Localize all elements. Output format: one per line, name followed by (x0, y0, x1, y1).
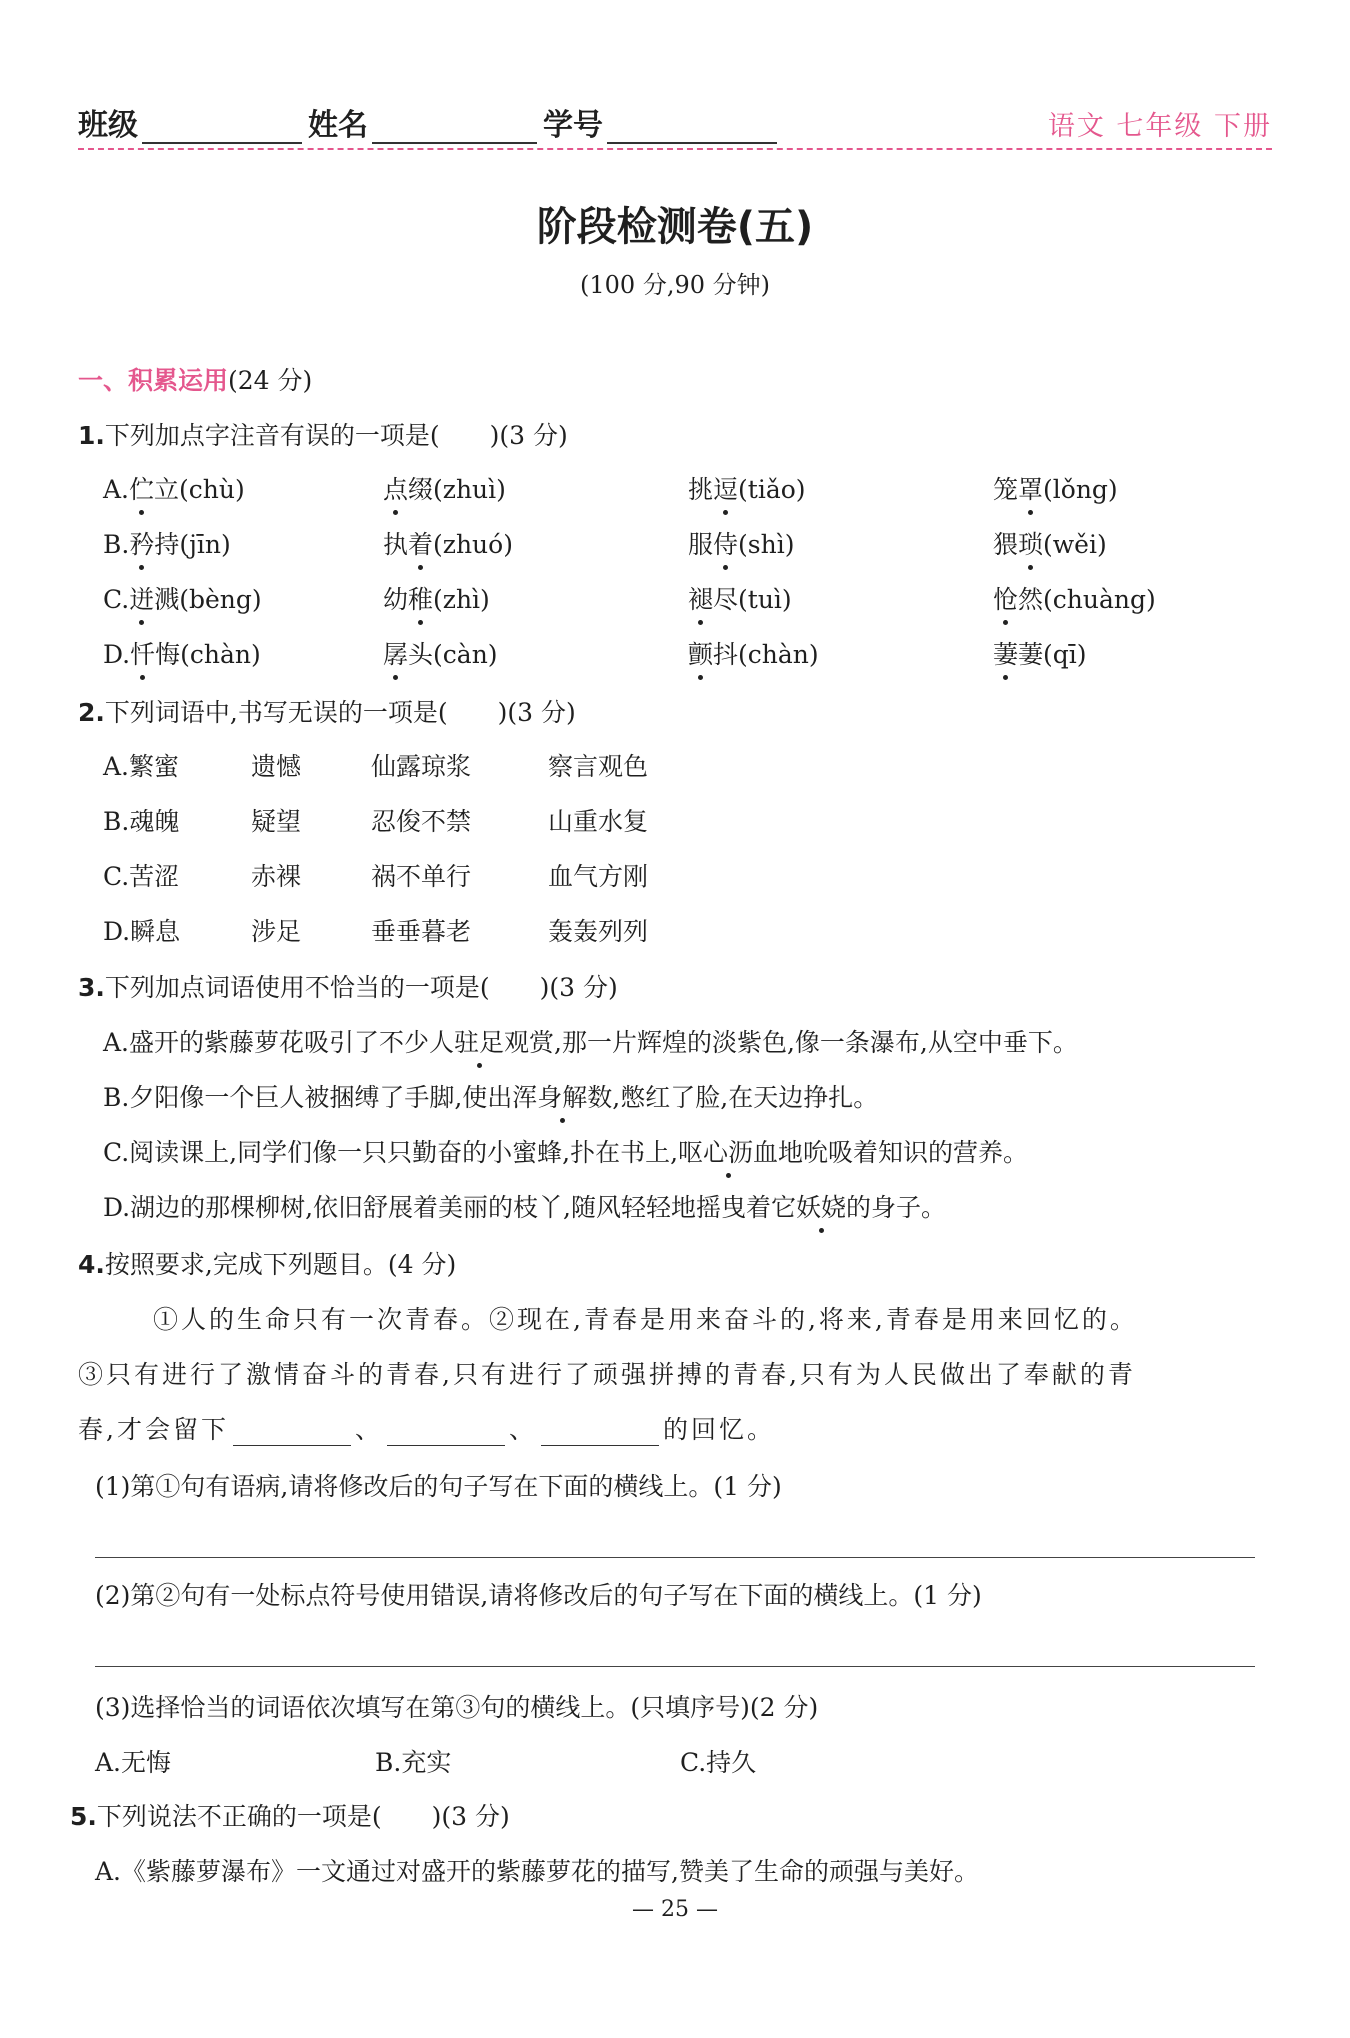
dotted-char: 褪 (688, 580, 713, 616)
section-label: 一、积累运用 (78, 366, 229, 395)
option-text: (zhì) (433, 585, 490, 614)
option-text: B.魂魄 (103, 807, 180, 836)
passage-line-3 (78, 1410, 1258, 1446)
q3-option-a (103, 1023, 1078, 1059)
dotted-phrase: 浑身解数 (512, 1078, 612, 1114)
option-text: 轰轰列列 (548, 917, 649, 946)
passage-line-2: ③只有进行了激情奋斗的青春,只有进行了顽强拼搏的青春,只有为人民做出了奉献的青 (78, 1360, 1136, 1389)
dotted-phrase: 驻足 (454, 1023, 504, 1059)
option-text: 祸不单行 (371, 862, 472, 891)
page-title: 阶段检测卷(五) (536, 204, 814, 250)
option-text: (shì) (738, 530, 795, 559)
option-letter: A. (103, 475, 130, 504)
student-info-fields (78, 100, 783, 144)
dotted-char: 琐 (1018, 525, 1043, 561)
answer-line-2[interactable] (95, 1666, 1255, 1667)
q3-option-b (103, 1078, 878, 1114)
option-text: C.阅读课上,同学们像一只只勤奋的小蜜蜂,扑在书上, (103, 1138, 679, 1167)
header-divider (78, 148, 1272, 150)
score-time: (100 分,90 分钟) (580, 271, 770, 299)
option-letter: C. (103, 585, 130, 614)
option-text: 挑 (688, 475, 714, 504)
question-3 (78, 968, 618, 1004)
class-blank[interactable] (142, 112, 302, 144)
option-text: 疑望 (251, 807, 302, 836)
option-text: (tiǎo) (738, 475, 806, 504)
option-text: 执 (383, 530, 409, 559)
option-text: 然 (1018, 585, 1044, 614)
option-text: 察言观色 (548, 752, 649, 781)
option-text: 观赏,那一片辉煌的淡紫色,像一条瀑布,从空中垂下。 (504, 1028, 1078, 1057)
question-stem: 下列说法不正确的一项是( )(3 分) (96, 1802, 510, 1831)
option-text: A.繁蜜 (103, 752, 180, 781)
passage-text: 春,才会留下 (78, 1415, 229, 1444)
question-stem: 下列词语中,书写无误的一项是( )(3 分) (104, 698, 576, 727)
option-text: 萋 (1018, 640, 1044, 669)
q4-sub-2: (2)第②句有一处标点符号使用错误,请将修改后的句子写在下面的横线上。(1 分) (95, 1581, 982, 1610)
passage-line-1: ①人的生命只有一次青春。②现在,青春是用来奋斗的,将来,青春是用来回忆的。 (153, 1305, 1138, 1334)
question-stem: 按照要求,完成下列题目。(4 分) (104, 1250, 457, 1279)
option-text: (qī) (1043, 640, 1087, 669)
separator: 、 (354, 1415, 383, 1444)
dotted-char: 颤 (688, 635, 713, 671)
option-text: A.无悔 (95, 1748, 172, 1777)
option-text: C.苦涩 (103, 862, 180, 891)
q3-option-d (103, 1188, 946, 1224)
option-text: (zhuó) (433, 530, 513, 559)
question-stem: 下列加点字注音有误的一项是( )(3 分) (104, 421, 568, 450)
passage-text: 的回忆。 (662, 1415, 775, 1444)
answer-line-1[interactable] (95, 1557, 1255, 1558)
section-score: (24 分) (228, 366, 313, 395)
id-label: 学号 (543, 108, 603, 143)
dotted-char: 点 (383, 470, 408, 506)
dotted-phrase: 呕心沥血 (678, 1133, 778, 1169)
option-text: (chuàng) (1043, 585, 1156, 614)
dotted-char: 矜 (129, 525, 154, 561)
option-text: 笼 (993, 475, 1019, 504)
option-text: 猥 (993, 530, 1019, 559)
question-number: 3. (78, 973, 105, 1002)
separator: 、 (508, 1415, 537, 1444)
option-text: 服 (688, 530, 714, 559)
fill-blank-2[interactable] (387, 1421, 505, 1446)
option-text: (tuì) (738, 585, 792, 614)
option-text: 赤裸 (251, 862, 302, 891)
question-stem: 下列加点词语使用不恰当的一项是( )(3 分) (104, 973, 618, 1002)
q5-option-a: A.《紫藤萝瀑布》一文通过对盛开的紫藤萝花的描写,赞美了生命的顽强与美好。 (95, 1857, 979, 1886)
option-text: 地吮吸着知识的营养。 (778, 1138, 1029, 1167)
dotted-char: 萋 (993, 635, 1018, 671)
option-text: 血气方刚 (548, 862, 649, 891)
option-text: 尽 (713, 585, 739, 614)
option-text: 的身子。 (846, 1193, 947, 1222)
dotted-char: 孱 (383, 635, 408, 671)
q3-option-c (103, 1133, 1028, 1169)
fill-blank-1[interactable] (233, 1421, 351, 1446)
dotted-phrase: 妖娆 (796, 1188, 846, 1224)
class-label: 班级 (78, 108, 138, 143)
option-text: 悔(chàn) (155, 640, 261, 669)
q4-sub-1: (1)第①句有语病,请将修改后的句子写在下面的横线上。(1 分) (95, 1472, 782, 1501)
question-4 (78, 1245, 456, 1281)
question-number: 5. (70, 1802, 97, 1831)
question-2 (78, 693, 576, 729)
option-text: 缀 (408, 475, 434, 504)
option-text: (lǒng) (1043, 475, 1118, 504)
option-text: 持(jīn) (154, 530, 231, 559)
option-text: 抖 (713, 640, 739, 669)
option-text: 忍俊不禁 (371, 807, 472, 836)
question-number: 1. (78, 421, 105, 450)
option-text: (càn) (433, 640, 498, 669)
option-text: D.湖边的那棵柳树,依旧舒展着美丽的枝丫,随风轻轻地摇曳着它 (103, 1193, 796, 1222)
option-letter: D. (103, 640, 131, 669)
option-text: 遗憾 (251, 752, 302, 781)
header (78, 100, 1272, 146)
option-text: (zhuì) (433, 475, 506, 504)
option-text: 垂垂暮老 (371, 917, 472, 946)
option-text: 山重水复 (548, 807, 649, 836)
page-number: — 25 — (632, 1897, 718, 1922)
fill-blank-3[interactable] (541, 1421, 659, 1446)
dotted-char: 侍 (713, 525, 738, 561)
option-text: 头 (408, 640, 434, 669)
option-text: 涉足 (251, 917, 302, 946)
question-number: 2. (78, 698, 105, 727)
dotted-char: 着 (408, 525, 433, 561)
section-heading (78, 361, 312, 397)
id-blank[interactable] (607, 112, 777, 144)
option-text: B.充实 (375, 1748, 452, 1777)
option-text: 仙露琼浆 (371, 752, 472, 781)
option-text: A.盛开的紫藤萝花吸引了不少人 (103, 1028, 455, 1057)
q4-sub-3: (3)选择恰当的词语依次填写在第③句的横线上。(只填序号)(2 分) (95, 1693, 819, 1722)
question-5 (70, 1797, 510, 1833)
question-number: 4. (78, 1250, 105, 1279)
option-text: C.持久 (680, 1748, 757, 1777)
question-1 (78, 416, 568, 452)
name-label: 姓名 (308, 108, 368, 143)
option-text: 幼 (383, 585, 409, 614)
dotted-char: 伫 (129, 470, 154, 506)
dotted-char: 迸 (129, 580, 154, 616)
option-text: ,憋红了脸,在天边挣扎。 (612, 1083, 879, 1112)
name-blank[interactable] (372, 112, 537, 144)
dotted-char: 忏 (130, 635, 155, 671)
option-text: 立(chù) (154, 475, 245, 504)
dotted-char: 怆 (993, 580, 1018, 616)
option-text: 溅(bèng) (154, 585, 262, 614)
option-text: (chàn) (738, 640, 819, 669)
dotted-char: 罩 (1018, 470, 1043, 506)
dotted-char: 逗 (713, 470, 738, 506)
subject-grade: 语文 七年级 下册 (1047, 111, 1272, 142)
option-text: B.夕阳像一个巨人被捆缚了手脚,使出 (103, 1083, 513, 1112)
option-letter: B. (103, 530, 130, 559)
option-text: (wěi) (1043, 530, 1107, 559)
dotted-char: 稚 (408, 580, 433, 616)
option-text: D.瞬息 (103, 917, 181, 946)
